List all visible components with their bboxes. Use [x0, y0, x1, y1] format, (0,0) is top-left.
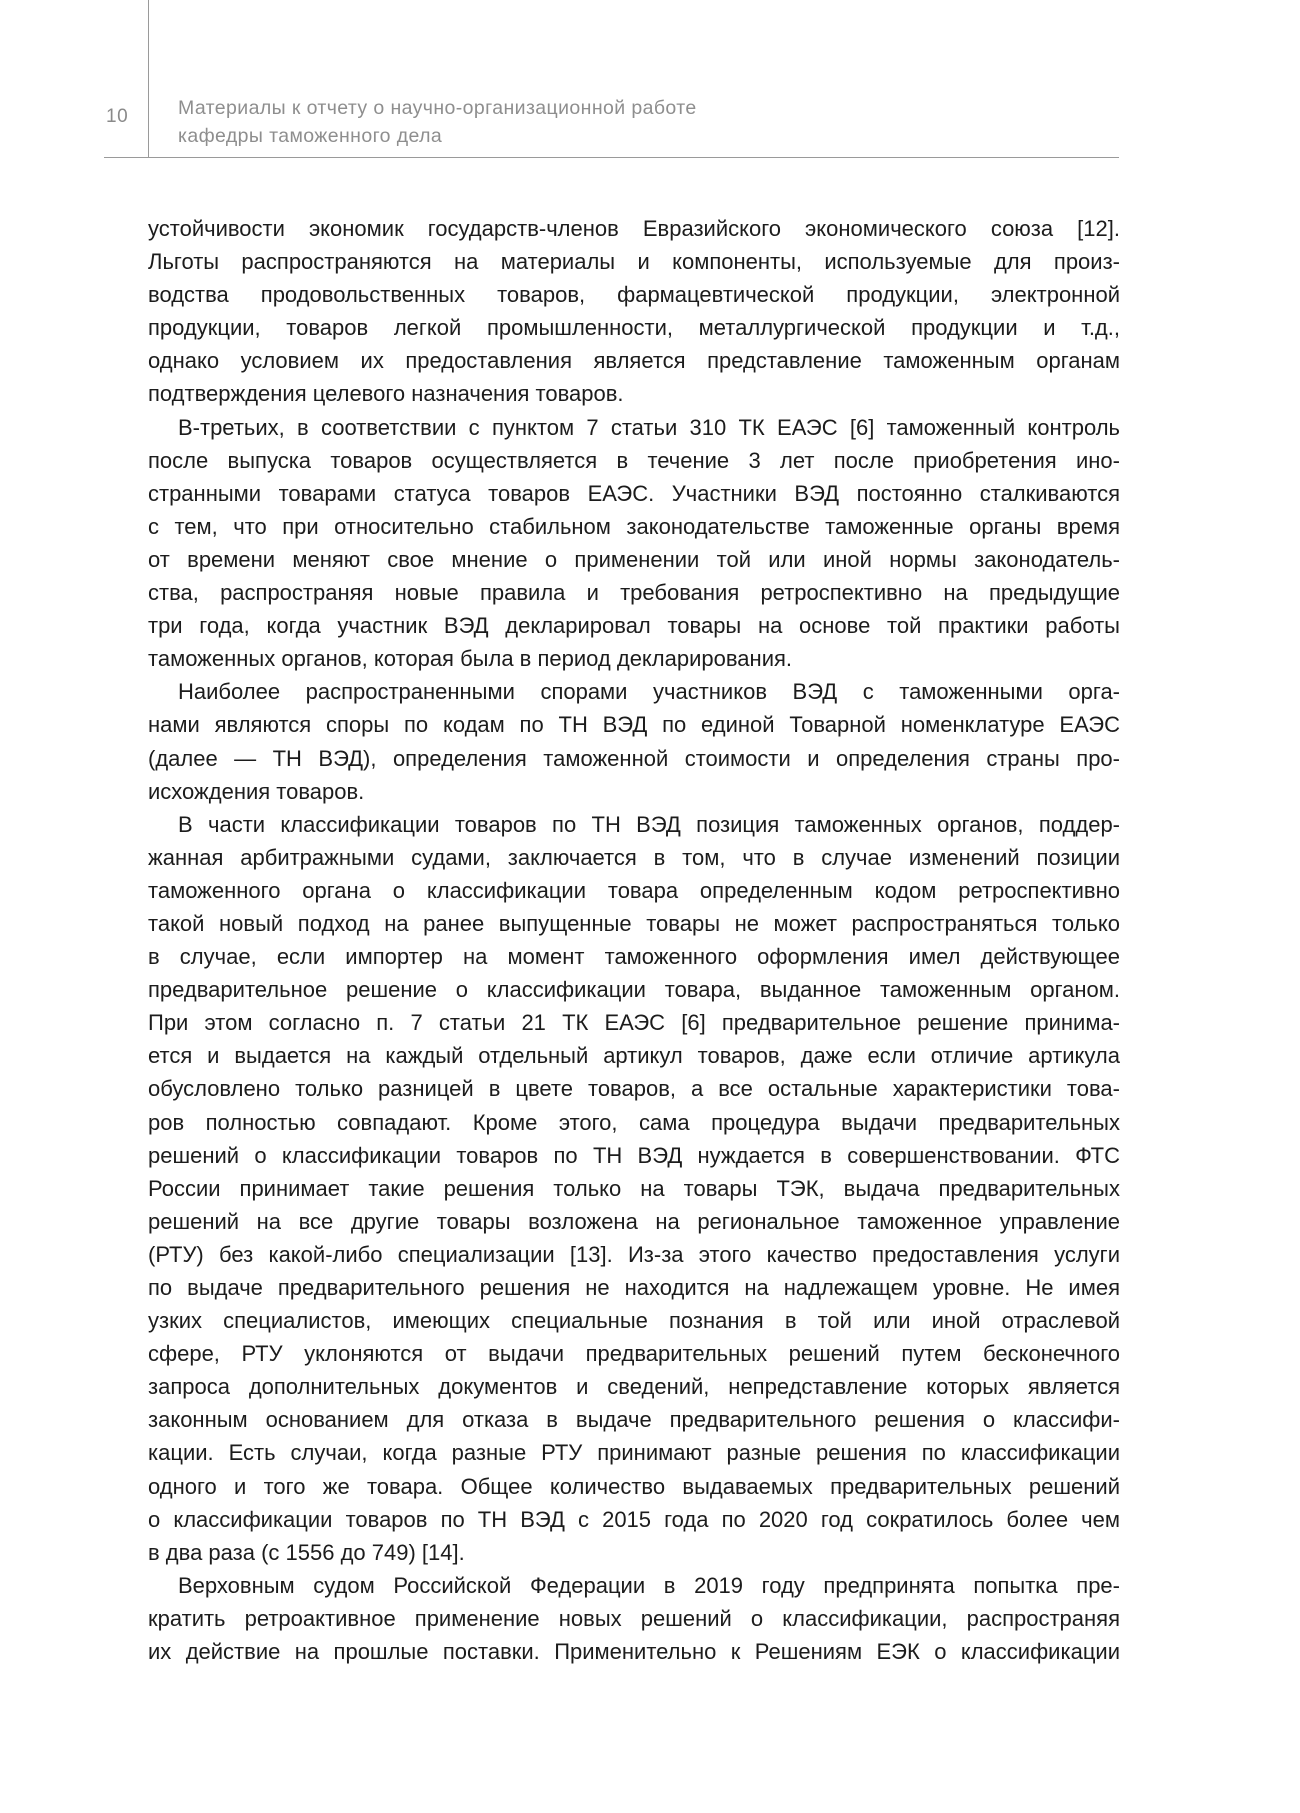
text-line: решений о классификации товаров по ТН ВЭД нуждается в совершенствовании. ФТС	[148, 1142, 1120, 1168]
text-line: от времени меняют свое мнение о применении той или иной нормы законодатель-	[148, 546, 1120, 572]
text-line: сфере, РТУ уклоняются от выдачи предварительных решений путем бесконечного	[148, 1341, 1120, 1367]
text-line: законным основанием для отказа в выдаче предварительного решения о классифи-	[148, 1407, 1120, 1433]
text-line: ства, распространяя новые правила и требования ретроспективно на предыдущие	[148, 580, 1120, 606]
text-line: о классификации товаров по ТН ВЭД с 2015 года по 2020 год сократилось более чем	[148, 1506, 1120, 1532]
text-line: предварительное решение о классификации товара, выданное таможенным органом.	[148, 977, 1120, 1003]
text-line: одного и того же товара. Общее количество выдаваемых предварительных решений	[148, 1473, 1120, 1499]
text-line: (РТУ) без какой-либо специализации [13]. Из-за этого качество предоставления услуги	[148, 1241, 1120, 1267]
text-line: В-третьих, в соответствии с пунктом 7 статьи 310 ТК ЕАЭС [6] таможенный контроль	[178, 414, 1120, 440]
text-line: однако условием их предоставления является представление таможенным органам	[148, 348, 1120, 374]
text-line: ется и выдается на каждый отдельный артикул товаров, даже если отличие артикула	[148, 1043, 1120, 1069]
text-line: Льготы распространяются на материалы и компоненты, используемые для произ-	[148, 249, 1120, 275]
header-vertical-rule	[148, 0, 149, 158]
page-number: 10	[106, 106, 129, 127]
text-line: ров полностью совпадают. Кроме этого, сама процедура выдачи предварительных	[148, 1109, 1120, 1135]
text-line: их действие на прошлые поставки. Применительно к Решениям ЕЭК о классификации	[148, 1639, 1120, 1665]
text-line: запроса дополнительных документов и сведений, непредставление которых является	[148, 1374, 1120, 1400]
paragraph	[148, 675, 1120, 807]
text-line: таможенного органа о классификации товара определенным кодом ретроспективно	[148, 877, 1120, 903]
text-line: водства продовольственных товаров, фармацевтической продукции, электронной	[148, 282, 1120, 308]
text-line: таможенных органов, которая была в период декларирования.	[148, 646, 793, 672]
text-line: кратить ретроактивное применение новых решений о классификации, распространяя	[148, 1605, 1120, 1631]
running-title-line: Материалы к отчету о научно-организационной работе	[178, 97, 697, 119]
paragraph	[148, 1569, 1120, 1668]
text-line: (далее — ТН ВЭД), определения таможенной стоимости и определения страны про-	[148, 745, 1120, 771]
body-text	[148, 212, 1120, 1668]
text-line: нами являются споры по кодам по ТН ВЭД по единой Товарной номенклатуре ЕАЭС	[148, 712, 1120, 738]
text-line: подтверждения целевого назначения товаров.	[148, 381, 624, 407]
text-line: кации. Есть случаи, когда разные РТУ принимают разные решения по классификации	[148, 1440, 1120, 1466]
text-line: исхождения товаров.	[148, 778, 365, 804]
running-title	[178, 94, 1078, 150]
running-title-line: кафедры таможенного дела	[178, 125, 443, 147]
text-line: обусловлено только разницей в цвете товаров, а все остальные характеристики това-	[148, 1076, 1120, 1102]
text-line: России принимает такие решения только на товары ТЭК, выдача предварительных	[148, 1175, 1120, 1201]
text-line: Верховным судом Российской Федерации в 2019 году предпринята попытка пре-	[178, 1572, 1120, 1598]
text-line: решений на все другие товары возложена на региональное таможенное управление	[148, 1208, 1120, 1234]
text-line: узких специалистов, имеющих специальные познания в той или иной отраслевой	[148, 1308, 1120, 1334]
text-line: три года, когда участник ВЭД декларировал товары на основе той практики работы	[148, 613, 1120, 639]
text-line: При этом согласно п. 7 статьи 21 ТК ЕАЭС [6] предварительное решение принима-	[148, 1010, 1120, 1036]
paragraph	[148, 212, 1120, 411]
paragraph	[148, 808, 1120, 1569]
text-line: устойчивости экономик государств-членов Евразийского экономического союза [12].	[148, 216, 1120, 241]
text-line: по выдаче предварительного решения не находится на надлежащем уровне. Не имея	[148, 1275, 1120, 1300]
text-line: странными товарами статуса товаров ЕАЭС. Участники ВЭД постоянно сталкиваются	[148, 480, 1120, 506]
text-line: такой новый подход на ранее выпущенные товары не может распространяться только	[148, 910, 1120, 936]
paragraph	[148, 411, 1120, 676]
text-line: жанная арбитражными судами, заключается в том, что в случае изменений позиции	[148, 844, 1120, 870]
text-line: после выпуска товаров осуществляется в течение 3 лет после приобретения ино-	[148, 447, 1120, 473]
header-horizontal-rule	[104, 157, 1119, 158]
text-line: с тем, что при относительно стабильном законодательстве таможенные органы время	[148, 513, 1120, 539]
text-line: В части классификации товаров по ТН ВЭД позиция таможенных органов, поддер-	[178, 811, 1120, 837]
text-line: Наиболее распространенными спорами участников ВЭД с таможенными орга-	[178, 679, 1120, 705]
text-line: в два раза (с 1556 до 749) [14].	[148, 1539, 465, 1565]
text-line: продукции, товаров легкой промышленности, металлургической продукции и т.д.,	[148, 315, 1120, 341]
text-line: в случае, если импортер на момент таможенного оформления имел действующее	[148, 944, 1120, 970]
